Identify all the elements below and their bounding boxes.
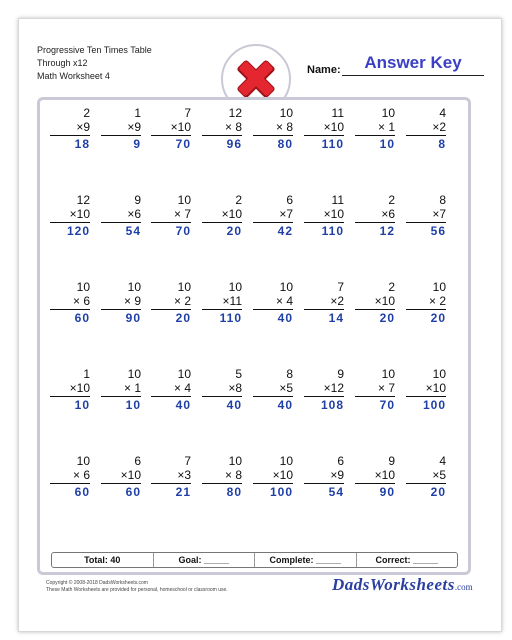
multiplicand: 4 xyxy=(439,106,446,120)
multiplicand: 7 xyxy=(184,454,191,468)
multiplier: × 6 xyxy=(72,294,90,308)
problem xyxy=(101,367,141,412)
multiplier: ×7 xyxy=(279,207,293,221)
answer-rule xyxy=(50,222,90,223)
answer: 9 xyxy=(133,137,141,151)
answer-rule xyxy=(253,135,293,136)
title-line-3: Math Worksheet 4 xyxy=(37,71,110,81)
answer-rule xyxy=(50,135,90,136)
answer-rule xyxy=(101,222,141,223)
multiplier: ×10 xyxy=(323,120,344,134)
answer-rule xyxy=(304,222,344,223)
answer: 70 xyxy=(175,224,191,238)
answer: 20 xyxy=(430,485,446,499)
multiplier: × 6 xyxy=(72,468,90,482)
problem xyxy=(101,280,141,325)
answer: 20 xyxy=(379,311,395,325)
answer-key-text: Answer Key xyxy=(364,53,462,72)
problem xyxy=(253,106,293,151)
problem xyxy=(406,193,446,238)
multiplier: × 8 xyxy=(224,120,242,134)
answer-rule xyxy=(151,222,191,223)
logo-suffix: .com xyxy=(454,582,473,592)
multiplier: ×10 xyxy=(374,294,395,308)
problem xyxy=(202,454,242,499)
answer: 10 xyxy=(125,398,141,412)
problem xyxy=(50,454,90,499)
name-label: Name: xyxy=(307,64,341,76)
answer-rule xyxy=(253,483,293,484)
answer: 42 xyxy=(277,224,293,238)
answer-rule xyxy=(406,483,446,484)
answer-rule xyxy=(304,483,344,484)
problem xyxy=(406,106,446,151)
answer: 14 xyxy=(328,311,344,325)
problem-row xyxy=(37,193,471,253)
multiplier: ×9 xyxy=(76,120,90,134)
multiplicand: 10 xyxy=(432,280,446,294)
answer: 90 xyxy=(125,311,141,325)
answer: 110 xyxy=(321,224,344,238)
answer-rule xyxy=(50,396,90,397)
multiplicand: 9 xyxy=(134,193,141,207)
answer-rule xyxy=(101,135,141,136)
problem xyxy=(304,367,344,412)
multiplicand: 10 xyxy=(177,193,191,207)
multiplier: × 2 xyxy=(173,294,191,308)
multiplier: × 8 xyxy=(275,120,293,134)
answer-rule xyxy=(355,309,395,310)
multiplicand: 2 xyxy=(388,193,395,207)
multiplicand: 8 xyxy=(286,367,293,381)
multiplicand: 7 xyxy=(337,280,344,294)
problem-row xyxy=(37,106,471,166)
multiplier: ×6 xyxy=(127,207,141,221)
multiplier: ×2 xyxy=(432,120,446,134)
problem xyxy=(355,106,395,151)
multiplicand: 10 xyxy=(228,280,242,294)
problem xyxy=(304,454,344,499)
answer: 54 xyxy=(328,485,344,499)
answer-rule xyxy=(202,396,242,397)
multiplicand: 7 xyxy=(184,106,191,120)
answer-rule xyxy=(355,135,395,136)
answer: 80 xyxy=(226,485,242,499)
multiplier: × 4 xyxy=(173,381,191,395)
multiplier: ×5 xyxy=(432,468,446,482)
footer-text xyxy=(46,580,228,594)
problem xyxy=(101,193,141,238)
answer: 40 xyxy=(226,398,242,412)
multiplicand: 10 xyxy=(279,280,293,294)
problem xyxy=(101,454,141,499)
correct-field: Correct: _____ xyxy=(356,553,458,567)
problem xyxy=(151,280,191,325)
answer: 110 xyxy=(219,311,242,325)
answer: 100 xyxy=(422,398,446,412)
multiplicand: 6 xyxy=(134,454,141,468)
multiplier: × 4 xyxy=(275,294,293,308)
problem xyxy=(101,106,141,151)
answer: 10 xyxy=(74,398,90,412)
problem xyxy=(355,280,395,325)
answer-rule xyxy=(202,309,242,310)
answer-rule xyxy=(406,222,446,223)
site-logo[interactable] xyxy=(332,575,473,595)
problem-row xyxy=(37,367,471,427)
problem xyxy=(50,193,90,238)
answer: 60 xyxy=(125,485,141,499)
problem xyxy=(202,280,242,325)
multiplicand: 2 xyxy=(388,280,395,294)
title-line-2: Through x12 xyxy=(37,58,88,68)
multiplicand: 10 xyxy=(228,454,242,468)
multiplicand: 1 xyxy=(83,367,90,381)
problem xyxy=(50,367,90,412)
answer: 70 xyxy=(175,137,191,151)
multiplier: × 2 xyxy=(428,294,446,308)
multiplicand: 10 xyxy=(381,367,395,381)
name-line xyxy=(342,75,484,76)
multiplicand: 10 xyxy=(279,106,293,120)
multiplier: ×10 xyxy=(272,468,293,482)
copyright: Copyright © 2008-2018 DadsWorksheets.com xyxy=(46,580,148,586)
answer-rule xyxy=(355,396,395,397)
answer-rule xyxy=(101,309,141,310)
worksheet-title xyxy=(37,44,152,83)
multiplicand: 1 xyxy=(134,106,141,120)
problem-row xyxy=(37,454,471,514)
multiplier: ×5 xyxy=(279,381,293,395)
multiplier: ×7 xyxy=(432,207,446,221)
problem xyxy=(253,367,293,412)
multiplier: ×10 xyxy=(221,207,242,221)
multiplier: ×10 xyxy=(69,381,90,395)
answer: 21 xyxy=(175,485,191,499)
multiplicand: 10 xyxy=(381,106,395,120)
multiplier: × 8 xyxy=(224,468,242,482)
multiplier: ×8 xyxy=(228,381,242,395)
multiplicand: 11 xyxy=(331,193,344,207)
answer-rule xyxy=(101,396,141,397)
answer-rule xyxy=(101,483,141,484)
problem xyxy=(253,454,293,499)
multiplicand: 4 xyxy=(439,454,446,468)
multiplier: ×11 xyxy=(222,294,242,308)
answer-rule xyxy=(151,483,191,484)
multiplicand: 5 xyxy=(235,367,242,381)
multiplicand: 8 xyxy=(439,193,446,207)
problem xyxy=(355,367,395,412)
multiplier: ×6 xyxy=(381,207,395,221)
multiplier: ×10 xyxy=(69,207,90,221)
complete-field: Complete: _____ xyxy=(254,553,356,567)
problem xyxy=(304,106,344,151)
answer-rule xyxy=(304,396,344,397)
answer: 40 xyxy=(175,398,191,412)
answer: 20 xyxy=(226,224,242,238)
problem xyxy=(50,106,90,151)
problem xyxy=(202,367,242,412)
answer: 110 xyxy=(321,137,344,151)
multiplier: × 1 xyxy=(123,381,141,395)
multiplicand: 12 xyxy=(228,106,242,120)
multiplicand: 2 xyxy=(83,106,90,120)
multiplicand: 11 xyxy=(331,106,344,120)
multiplicand: 10 xyxy=(127,280,141,294)
answer-rule xyxy=(151,135,191,136)
multiplicand: 9 xyxy=(388,454,395,468)
multiplier: ×9 xyxy=(127,120,141,134)
multiplier: × 1 xyxy=(377,120,395,134)
problem xyxy=(151,193,191,238)
answer-rule xyxy=(253,309,293,310)
total-count: Total: 40 xyxy=(84,555,121,565)
problem xyxy=(406,280,446,325)
problem-row xyxy=(37,280,471,340)
answer-rule xyxy=(202,222,242,223)
multiplicand: 10 xyxy=(432,367,446,381)
answer-rule xyxy=(50,309,90,310)
answer-rule xyxy=(406,309,446,310)
problem xyxy=(253,193,293,238)
answer: 8 xyxy=(438,137,446,151)
answer: 12 xyxy=(379,224,395,238)
problem xyxy=(355,193,395,238)
multiplier: × 9 xyxy=(123,294,141,308)
answer: 90 xyxy=(379,485,395,499)
answer: 54 xyxy=(125,224,141,238)
problem xyxy=(202,193,242,238)
answer-rule xyxy=(202,483,242,484)
answer-rule xyxy=(304,309,344,310)
answer-rule xyxy=(202,135,242,136)
problem xyxy=(151,367,191,412)
problem xyxy=(151,454,191,499)
answer: 60 xyxy=(74,311,90,325)
multiplicand: 6 xyxy=(286,193,293,207)
multiplier: ×3 xyxy=(177,468,191,482)
answer: 40 xyxy=(277,311,293,325)
problem xyxy=(202,106,242,151)
multiplicand: 10 xyxy=(279,454,293,468)
multiplier: × 7 xyxy=(173,207,191,221)
answer-rule xyxy=(253,396,293,397)
answer-rule xyxy=(151,309,191,310)
multiplicand: 10 xyxy=(177,367,191,381)
problem xyxy=(406,454,446,499)
answer: 40 xyxy=(277,398,293,412)
answer: 20 xyxy=(430,311,446,325)
multiplier: ×9 xyxy=(330,468,344,482)
multiplier: ×10 xyxy=(425,381,446,395)
answer-rule xyxy=(304,135,344,136)
problem xyxy=(50,280,90,325)
multiplier: ×12 xyxy=(323,381,344,395)
answer: 120 xyxy=(66,224,90,238)
answer-rule xyxy=(253,222,293,223)
multiplier: ×2 xyxy=(330,294,344,308)
goal-field: Goal: _____ xyxy=(153,553,255,567)
multiplicand: 10 xyxy=(76,454,90,468)
multiplicand: 9 xyxy=(337,367,344,381)
multiplicand: 10 xyxy=(177,280,191,294)
answer: 18 xyxy=(74,137,90,151)
answer: 20 xyxy=(175,311,191,325)
multiplier: × 7 xyxy=(377,381,395,395)
multiplicand: 10 xyxy=(127,367,141,381)
answer: 100 xyxy=(269,485,293,499)
problem xyxy=(304,193,344,238)
problem xyxy=(151,106,191,151)
answer: 56 xyxy=(430,224,446,238)
answer-rule xyxy=(355,483,395,484)
usage-note: These Math Worksheets are provided for personal, homeschool or classroom use. xyxy=(46,587,228,593)
answer-rule xyxy=(406,135,446,136)
multiplicand: 2 xyxy=(235,193,242,207)
multiplier: ×10 xyxy=(170,120,191,134)
multiplicand: 6 xyxy=(337,454,344,468)
logo-main: DadsWorksheets xyxy=(332,575,455,594)
answer: 10 xyxy=(379,137,395,151)
multiplier: ×10 xyxy=(374,468,395,482)
multiplicand: 12 xyxy=(76,193,90,207)
problem xyxy=(355,454,395,499)
multiplier: ×10 xyxy=(120,468,141,482)
title-line-1: Progressive Ten Times Table xyxy=(37,45,152,55)
multiplier: ×10 xyxy=(323,207,344,221)
multiplicand: 10 xyxy=(76,280,90,294)
problem xyxy=(253,280,293,325)
answer: 96 xyxy=(226,137,242,151)
problem xyxy=(304,280,344,325)
problem xyxy=(406,367,446,412)
answer: 70 xyxy=(379,398,395,412)
answer-rule xyxy=(406,396,446,397)
answer-rule xyxy=(355,222,395,223)
score-bar xyxy=(51,552,458,568)
answer: 108 xyxy=(320,398,344,412)
answer-rule xyxy=(50,483,90,484)
answer: 60 xyxy=(74,485,90,499)
answer: 80 xyxy=(277,137,293,151)
answer-rule xyxy=(151,396,191,397)
